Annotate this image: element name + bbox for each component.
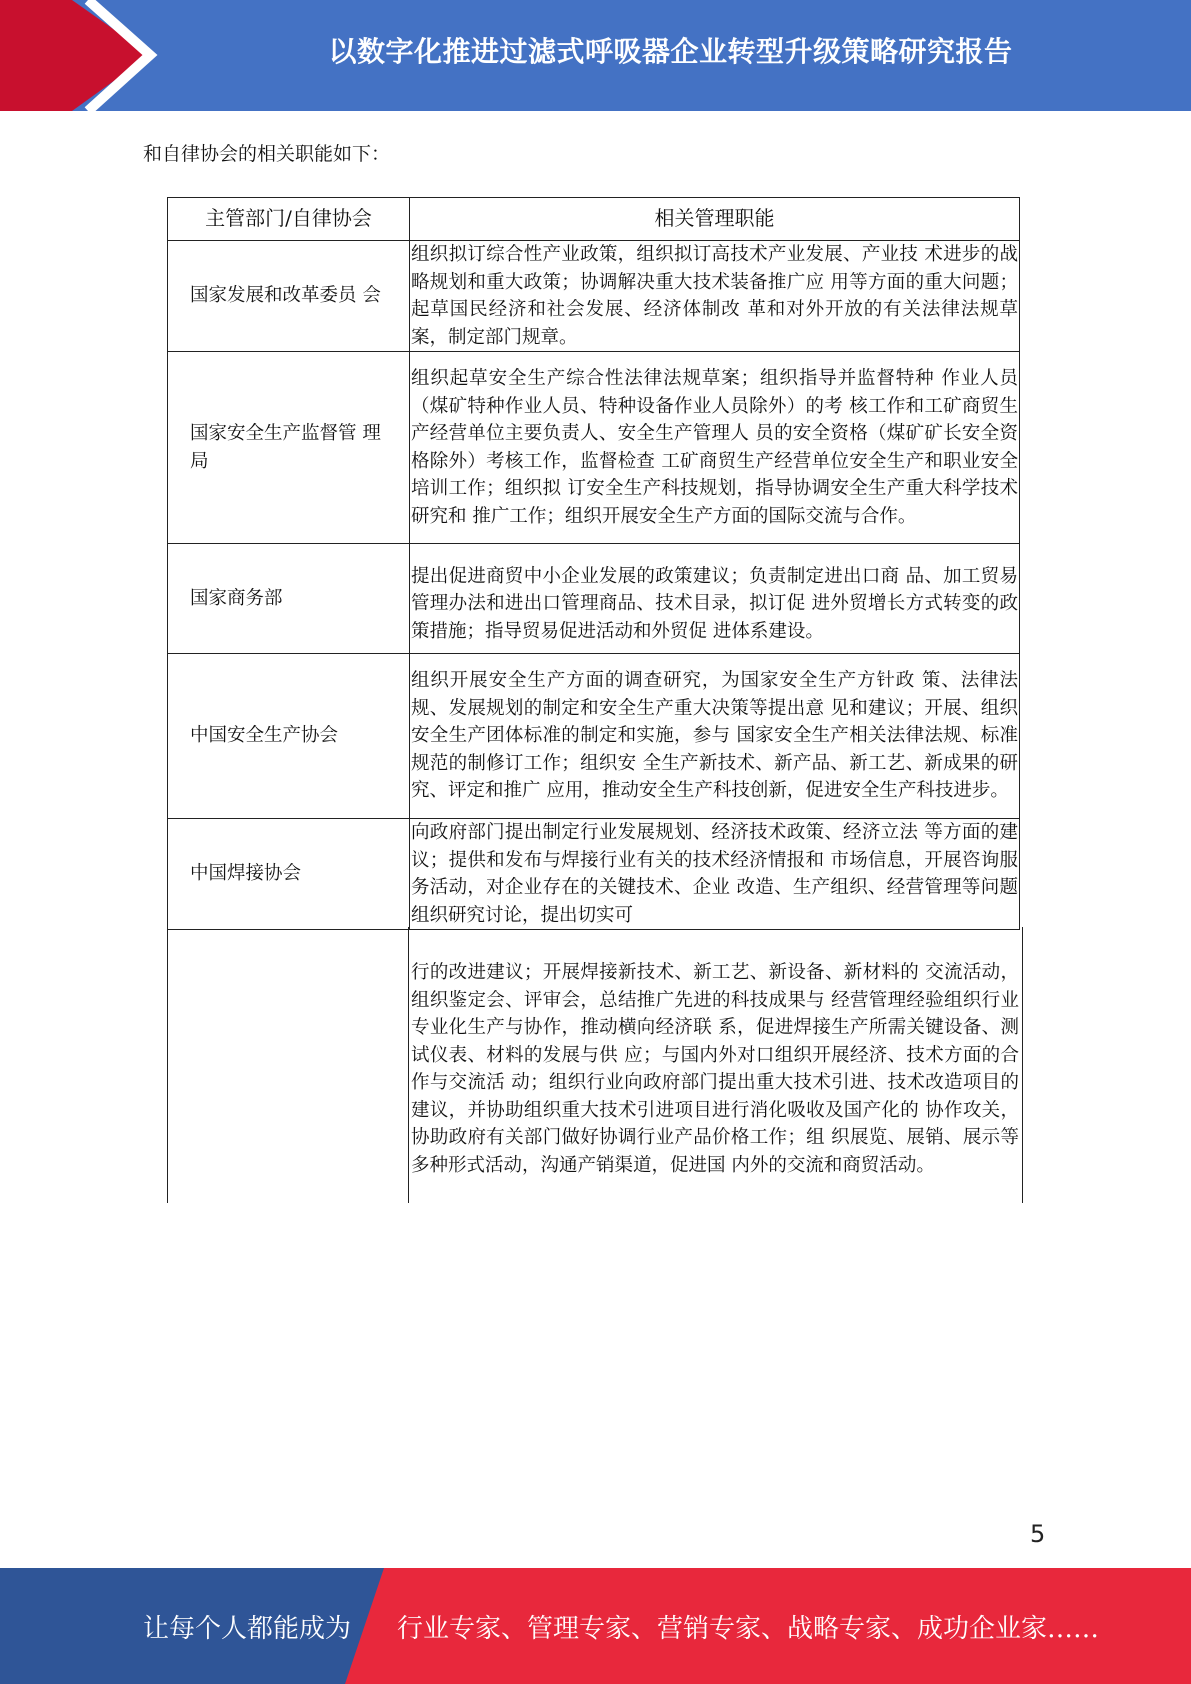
table-header-row: [168, 198, 1020, 241]
table-cell-duty: 组织拟订综合性产业政策，组织拟订高技术产业发展、产业技 术进步的战略规划和重大政策；协调解决重大技术装备推广应 用等方面的重大问题；起草国民经济和社会发展、经济体制改 革和对外开放的有关法律法规草案，制定部门规章。: [410, 241, 1020, 352]
header-title: 以数字化推进过滤式呼吸器企业转型升级策略研究报告: [328, 35, 1013, 68]
intro-text: 和自律协会的相关职能如下：: [143, 143, 391, 165]
page-number: 5: [1030, 1520, 1046, 1548]
table-row: [168, 819, 1020, 930]
table-cell-duty-continued: 行的改进建议；开展焊接新技术、新工艺、新设备、新材料的 交流活动，组织鉴定会、评审会，总结推广先进的科技成果与 经营管理经验组织行业专业化生产与协作，推动横向经济联 系，促进焊接生产所需关键设备、测试仪表、材料的发展与供 应；与国内外对口组织开展经济、技术方面的合作与交流活 动；组织行业向政府部门提出重大技术引进、技术改造项目的 建议，并协助组织重大技术引进项目进行消化吸收及国产化的 协作攻关，协助政府有关部门做好协调行业产品价格工作；组 织展览、展销、展示等多种形式活动，沟通产销渠道，促进国 内外的交流和商贸活动。: [411, 962, 1019, 1176]
table-cell-dept: 国家发展和改革委员 会: [168, 241, 410, 352]
table-cell-duty: 向政府部门提出制定行业发展规划、经济技术政策、经济立法 等方面的建议；提供和发布与焊接行业有关的技术经济情报和 市场信息，开展咨询服务活动，对企业存在的关键技术、企业 改造、生产组织、经营管理等问题组织研究讨论，提出切实可: [410, 819, 1020, 930]
table-cell-dept: 中国安全生产协会: [168, 654, 410, 819]
table-row: [168, 241, 1020, 352]
table-cell-duty: 组织开展安全生产方面的调查研究，为国家安全生产方针政 策、法律法规、发展规划的制定和安全生产重大决策等提出意 见和建议；开展、组织安全生产团体标准的制定和实施，参与 国家安全生产相关法律法规、标准规范的制修订工作；组织安 全生产新技术、新产品、新工艺、新成果的研究、评定和推广 应用，推动安全生产科技创新，促进安全生产科技进步。: [410, 654, 1020, 819]
table-border-left: [167, 927, 168, 1203]
table-border-middle: [408, 927, 409, 1203]
table-header-duty: 相关管理职能: [410, 198, 1020, 241]
table-cell-duty: 组织起草安全生产综合性法律法规草案；组织指导并监督特种 作业人员（煤矿特种作业人员、特种设备作业人员除外）的考 核工作和工矿商贸生产经营单位主要负责人、安全生产管理人 员的安全资格（煤矿矿长安全资格除外）考核工作，监督检查 工矿商贸生产经营单位安全生产和职业安全培训工作；组织拟 订安全生产科技规划，指导协调安全生产重大科学技术研究和 推广工作；组织开展安全生产方面的国际交流与合作。: [410, 352, 1020, 544]
page-header: [0, 0, 1191, 111]
footer-slogan-right: 行业专家、管理专家、营销专家、战略专家、成功企业家……: [397, 1613, 1100, 1644]
table-row: [168, 654, 1020, 819]
table-cell-dept: 国家商务部: [168, 544, 410, 654]
table-header-dept: 主管部门/自律协会: [168, 198, 410, 241]
footer-slogan-left: 让每个人都能成为: [143, 1613, 352, 1644]
table-cell-dept: 中国焊接协会: [168, 819, 410, 930]
table-row: [168, 544, 1020, 654]
table-continuation: [167, 927, 1023, 1203]
table-cell-dept: 国家安全生产监督管 理局: [168, 352, 410, 544]
table-row: [168, 352, 1020, 544]
table-border-right: [1022, 927, 1023, 1203]
agency-duties-table: [167, 197, 1020, 930]
page-footer: [0, 1568, 1191, 1684]
table-cell-duty: 提出促进商贸中小企业发展的政策建议；负责制定进出口商 品、加工贸易管理办法和进出口管理商品、技术目录，拟订促 进外贸增长方式转变的政策措施；指导贸易促进活动和外贸促 进体系建设。: [410, 544, 1020, 654]
